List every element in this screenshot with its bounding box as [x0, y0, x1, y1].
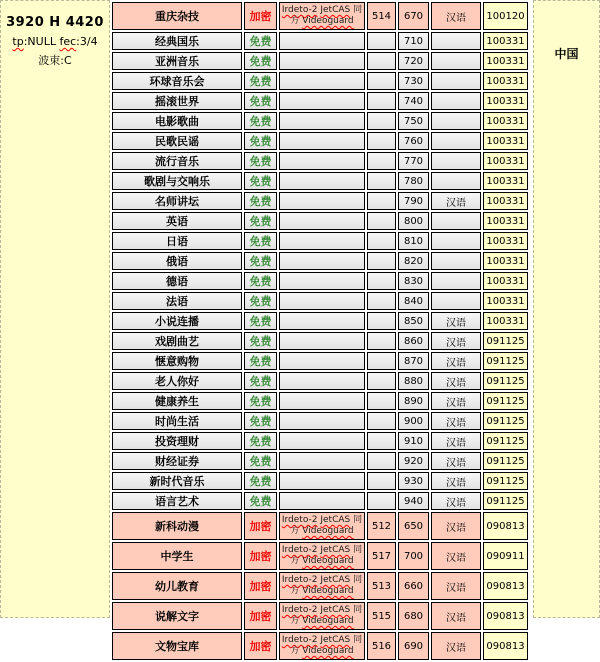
channel-row [112, 492, 528, 510]
channel-table [110, 0, 530, 662]
channel-name: 财经证券 [112, 452, 242, 470]
date-value: 100120 [483, 2, 528, 30]
date-value: 090813 [483, 632, 528, 660]
pid-value: 660 [398, 572, 429, 600]
channel-name: 摇滚世界 [112, 92, 242, 110]
status-label: 免费 [244, 352, 277, 370]
ca-system [279, 52, 365, 70]
channel-row [112, 52, 528, 70]
ca-token: Videoguard [302, 586, 354, 596]
ca-system [279, 412, 365, 430]
pid-value: 770 [398, 152, 429, 170]
status-label: 免费 [244, 452, 277, 470]
ca-system [279, 72, 365, 90]
channel-name: 文物宝库 [112, 632, 242, 660]
sid-value: 515 [367, 602, 396, 630]
fec-label: fec [59, 35, 77, 48]
date-value: 091125 [483, 412, 528, 430]
language-label: 汉语 [431, 542, 481, 570]
channel-row [112, 572, 528, 600]
sid-value [367, 352, 396, 370]
date-value: 090813 [483, 512, 528, 540]
date-value: 100331 [483, 312, 528, 330]
ca-system [279, 92, 365, 110]
ca-token: Irdeto-2 [281, 4, 318, 15]
pid-value: 860 [398, 332, 429, 350]
pid-value: 820 [398, 252, 429, 270]
ca-token: Videoguard [302, 526, 354, 536]
channel-name: 投资理财 [112, 432, 242, 450]
transponder-panel [0, 0, 110, 618]
channel-name: 电影歌曲 [112, 112, 242, 130]
status-label: 加密 [244, 602, 277, 630]
ca-token: JetCAS [320, 634, 351, 645]
channel-row [112, 72, 528, 90]
channel-name: 语言艺术 [112, 492, 242, 510]
language-label: 汉语 [431, 412, 481, 430]
channel-row [112, 292, 528, 310]
sid-value [367, 472, 396, 490]
channel-table-area [110, 0, 530, 656]
pid-value: 670 [398, 2, 429, 30]
channel-row [112, 512, 528, 540]
channel-row [112, 132, 528, 150]
language-label [431, 52, 481, 70]
status-label: 加密 [244, 512, 277, 540]
sid-value [367, 412, 396, 430]
channel-row [112, 392, 528, 410]
language-label: 汉语 [431, 512, 481, 540]
channel-name: 时尚生活 [112, 412, 242, 430]
ca-system [279, 212, 365, 230]
language-label [431, 132, 481, 150]
pid-value: 870 [398, 352, 429, 370]
channel-name: 幼儿教育 [112, 572, 242, 600]
pid-value: 720 [398, 52, 429, 70]
status-label: 免费 [244, 312, 277, 330]
sid-value [367, 52, 396, 70]
tp-label: tp [12, 35, 24, 48]
sid-value [367, 432, 396, 450]
date-value: 100331 [483, 72, 528, 90]
pid-value: 880 [398, 372, 429, 390]
pid-value: 750 [398, 112, 429, 130]
status-label: 免费 [244, 112, 277, 130]
language-label [431, 92, 481, 110]
language-label [431, 32, 481, 50]
pid-value: 830 [398, 272, 429, 290]
ca-token: JetCAS [320, 604, 351, 615]
channel-row [112, 272, 528, 290]
ca-token: Irdeto-2 [281, 574, 318, 585]
status-label: 免费 [244, 472, 277, 490]
date-value: 100331 [483, 52, 528, 70]
sid-value [367, 152, 396, 170]
ca-system [279, 352, 365, 370]
channel-row [112, 212, 528, 230]
status-label: 免费 [244, 32, 277, 50]
date-value: 091125 [483, 352, 528, 370]
ca-system [279, 392, 365, 410]
channel-row [112, 602, 528, 630]
channel-row [112, 32, 528, 50]
ca-token: Irdeto-2 [281, 544, 318, 555]
channel-name: 健康养生 [112, 392, 242, 410]
status-label: 加密 [244, 2, 277, 30]
ca-token: JetCAS [320, 544, 351, 555]
ca-system [279, 572, 365, 600]
channel-name: 新科动漫 [112, 512, 242, 540]
status-label: 免费 [244, 392, 277, 410]
status-label: 免费 [244, 52, 277, 70]
language-label: 汉语 [431, 572, 481, 600]
pid-value: 710 [398, 32, 429, 50]
ca-system [279, 152, 365, 170]
beam-label: 波束:C [38, 54, 72, 67]
pid-value: 890 [398, 392, 429, 410]
ca-token: Irdeto-2 [281, 514, 318, 525]
sid-value [367, 252, 396, 270]
channel-row [112, 2, 528, 30]
language-label [431, 232, 481, 250]
date-value: 100331 [483, 172, 528, 190]
date-value: 100331 [483, 252, 528, 270]
date-value: 100331 [483, 232, 528, 250]
ca-system [279, 132, 365, 150]
channel-row [112, 192, 528, 210]
status-label: 免费 [244, 212, 277, 230]
channel-name: 惬意购物 [112, 352, 242, 370]
channel-row [112, 412, 528, 430]
ca-token: 同方 [290, 574, 363, 596]
status-label: 免费 [244, 152, 277, 170]
ca-token: Videoguard [302, 16, 354, 26]
channel-name: 中学生 [112, 542, 242, 570]
ca-system [279, 602, 365, 630]
ca-token: Irdeto-2 [281, 604, 318, 615]
channel-row [112, 372, 528, 390]
sid-value [367, 132, 396, 150]
pid-value: 800 [398, 212, 429, 230]
language-label [431, 292, 481, 310]
channel-name: 重庆杂技 [112, 2, 242, 30]
channel-name: 戏剧曲艺 [112, 332, 242, 350]
ca-system [279, 452, 365, 470]
pid-value: 850 [398, 312, 429, 330]
sid-value: 514 [367, 2, 396, 30]
sid-value [367, 232, 396, 250]
pid-value: 780 [398, 172, 429, 190]
status-label: 免费 [244, 252, 277, 270]
channel-name: 俄语 [112, 252, 242, 270]
pid-value: 940 [398, 492, 429, 510]
channel-name: 英语 [112, 212, 242, 230]
ca-system [279, 492, 365, 510]
status-label: 免费 [244, 92, 277, 110]
language-label: 汉语 [431, 392, 481, 410]
date-value: 100331 [483, 132, 528, 150]
language-label: 汉语 [431, 372, 481, 390]
sid-value [367, 312, 396, 330]
status-label: 免费 [244, 332, 277, 350]
ca-system [279, 312, 365, 330]
ca-system [279, 372, 365, 390]
channel-name: 老人你好 [112, 372, 242, 390]
language-label: 汉语 [431, 312, 481, 330]
channel-name: 小说连播 [112, 312, 242, 330]
language-label: 汉语 [431, 452, 481, 470]
status-label: 免费 [244, 192, 277, 210]
date-value: 090813 [483, 602, 528, 630]
channel-row [112, 232, 528, 250]
ca-system [279, 192, 365, 210]
ca-token: 同方 [290, 604, 363, 626]
date-value: 091125 [483, 452, 528, 470]
sid-value [367, 72, 396, 90]
channel-row [112, 352, 528, 370]
date-value: 100331 [483, 152, 528, 170]
pid-value: 840 [398, 292, 429, 310]
language-label [431, 272, 481, 290]
channel-name: 名师讲坛 [112, 192, 242, 210]
ca-token: Videoguard [302, 556, 354, 566]
language-label [431, 212, 481, 230]
ca-system [279, 332, 365, 350]
ca-token: Videoguard [302, 646, 354, 656]
channel-row [112, 312, 528, 330]
ca-system [279, 512, 365, 540]
ca-token: 同方 [290, 4, 363, 26]
date-value: 100331 [483, 192, 528, 210]
ca-token: 同方 [290, 634, 363, 656]
date-value: 091125 [483, 492, 528, 510]
channel-row [112, 432, 528, 450]
status-label: 免费 [244, 172, 277, 190]
pid-value: 690 [398, 632, 429, 660]
pid-value: 730 [398, 72, 429, 90]
channel-name: 流行音乐 [112, 152, 242, 170]
ca-system [279, 172, 365, 190]
pid-value: 680 [398, 602, 429, 630]
sid-value [367, 452, 396, 470]
sid-value [367, 92, 396, 110]
language-label [431, 252, 481, 270]
ca-system [279, 292, 365, 310]
transponder-frequency: 3920 H 4420 [6, 15, 104, 30]
channel-name: 经典国乐 [112, 32, 242, 50]
pid-value: 910 [398, 432, 429, 450]
ca-system [279, 2, 365, 30]
ca-system [279, 632, 365, 660]
status-label: 免费 [244, 232, 277, 250]
language-label: 汉语 [431, 332, 481, 350]
country-panel [533, 0, 600, 618]
sid-value [367, 192, 396, 210]
ca-system [279, 272, 365, 290]
channel-name: 环球音乐会 [112, 72, 242, 90]
status-label: 免费 [244, 372, 277, 390]
status-label: 加密 [244, 632, 277, 660]
status-label: 加密 [244, 572, 277, 600]
ca-system [279, 232, 365, 250]
channel-name: 新时代音乐 [112, 472, 242, 490]
sid-value [367, 112, 396, 130]
date-value: 091125 [483, 372, 528, 390]
status-label: 免费 [244, 272, 277, 290]
ca-token: Videoguard [302, 616, 354, 626]
language-label: 汉语 [431, 2, 481, 30]
channel-row [112, 92, 528, 110]
language-label: 汉语 [431, 472, 481, 490]
pid-value: 900 [398, 412, 429, 430]
pid-value: 740 [398, 92, 429, 110]
pid-value: 810 [398, 232, 429, 250]
language-label [431, 72, 481, 90]
language-label: 汉语 [431, 432, 481, 450]
ca-token: 同方 [290, 514, 363, 536]
channel-row [112, 542, 528, 570]
pid-value: 930 [398, 472, 429, 490]
ca-token: JetCAS [320, 4, 351, 15]
date-value: 100331 [483, 292, 528, 310]
date-value: 091125 [483, 432, 528, 450]
date-value: 100331 [483, 112, 528, 130]
sid-value [367, 492, 396, 510]
fec-value: :3/4 [76, 35, 98, 48]
sid-value [367, 292, 396, 310]
language-label: 汉语 [431, 602, 481, 630]
sid-value [367, 32, 396, 50]
pid-value: 920 [398, 452, 429, 470]
date-value: 091125 [483, 472, 528, 490]
sid-value: 517 [367, 542, 396, 570]
channel-name: 民歌民谣 [112, 132, 242, 150]
channel-name: 歌剧与交响乐 [112, 172, 242, 190]
status-label: 免费 [244, 292, 277, 310]
channel-row [112, 252, 528, 270]
ca-token: JetCAS [320, 574, 351, 585]
language-label: 汉语 [431, 192, 481, 210]
sid-value [367, 332, 396, 350]
ca-token: 同方 [290, 544, 363, 566]
date-value: 091125 [483, 392, 528, 410]
transponder-params [1, 35, 109, 48]
channel-name: 德语 [112, 272, 242, 290]
date-value: 100331 [483, 272, 528, 290]
ca-token: Irdeto-2 [281, 634, 318, 645]
status-label: 加密 [244, 542, 277, 570]
sid-value [367, 392, 396, 410]
pid-value: 650 [398, 512, 429, 540]
ca-system [279, 432, 365, 450]
date-value: 100331 [483, 212, 528, 230]
sid-value: 516 [367, 632, 396, 660]
sid-value [367, 212, 396, 230]
ca-system [279, 32, 365, 50]
language-label: 汉语 [431, 352, 481, 370]
channel-row [112, 452, 528, 470]
channel-row [112, 332, 528, 350]
language-label [431, 172, 481, 190]
language-label: 汉语 [431, 492, 481, 510]
date-value: 100331 [483, 32, 528, 50]
sid-value [367, 372, 396, 390]
country-label: 中国 [554, 47, 579, 61]
language-label: 汉语 [431, 632, 481, 660]
status-label: 免费 [244, 72, 277, 90]
channel-name: 亚洲音乐 [112, 52, 242, 70]
channel-row [112, 152, 528, 170]
channel-row [112, 172, 528, 190]
pid-value: 700 [398, 542, 429, 570]
channel-row [112, 632, 528, 660]
sid-value [367, 272, 396, 290]
sid-value [367, 172, 396, 190]
channel-name: 日语 [112, 232, 242, 250]
channel-row [112, 112, 528, 130]
ca-system [279, 472, 365, 490]
sid-value: 513 [367, 572, 396, 600]
tp-value: :NULL [23, 35, 60, 48]
language-label [431, 152, 481, 170]
ca-system [279, 252, 365, 270]
date-value: 090911 [483, 542, 528, 570]
date-value: 100331 [483, 92, 528, 110]
ca-token: JetCAS [320, 514, 351, 525]
channel-row [112, 472, 528, 490]
status-label: 免费 [244, 412, 277, 430]
ca-system [279, 542, 365, 570]
channel-name: 法语 [112, 292, 242, 310]
status-label: 免费 [244, 132, 277, 150]
channel-name: 说解文字 [112, 602, 242, 630]
pid-value: 760 [398, 132, 429, 150]
status-label: 免费 [244, 432, 277, 450]
status-label: 免费 [244, 492, 277, 510]
date-value: 091125 [483, 332, 528, 350]
language-label [431, 112, 481, 130]
ca-system [279, 112, 365, 130]
pid-value: 790 [398, 192, 429, 210]
date-value: 090813 [483, 572, 528, 600]
sid-value: 512 [367, 512, 396, 540]
